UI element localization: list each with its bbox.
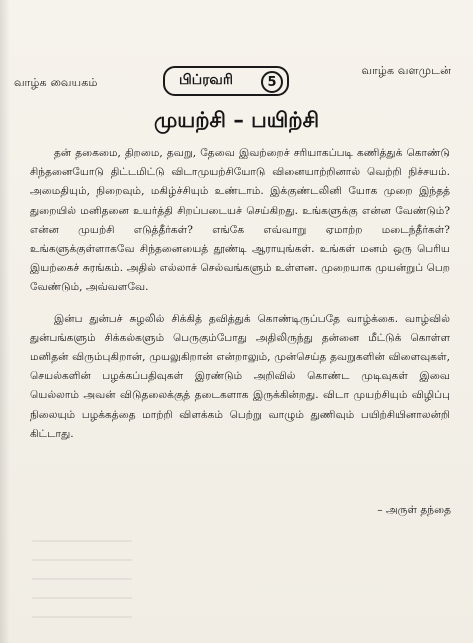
header-right-text: வாழ்க வளமுடன் (361, 64, 451, 77)
paragraph-2: இன்ப துன்பச் சுழலில் சிக்கித் தவித்துக் கொண்டிருப்பதே வாழ்க்கை. வாழ்வில் துன்பங்களும் சிக்கல்களும் பெருகும்போது அதிலிருந்து தன்னை மீட்டுக் கொள்ள மனிதன் விரும்புகிறான், முயலுகிறான் என்றாலும், முன்செய்த தவறுகளின் விளைவுகள், செயல்களின் பழக்கப்பதிவுகள் இரண்டும் அறிவில் கொண்ட முடிவுகள் இவை யெல்லாம் அவன் விடுதலைக்குத் தடைகளாக இருக்கின்றது. விடா முயற்சியும் விழிப்பு நிலையும் பழக்கத்தை மாற்றி விளக்கம் பெற்று வாழும் துணிவும் பயிற்சியினாலன்றி கிட்டாது. (30, 312, 450, 440)
day-number: 5 (261, 71, 283, 93)
signature: – அருள் தந்தை (377, 504, 451, 516)
faint-line (32, 559, 132, 561)
faint-line (32, 597, 132, 599)
paragraph-1: தன் தகைமை, திறமை, தவறு, தேவை இவற்றைச் சரியாகப்படி கணித்துக் கொண்டு சிந்தனையோடு திட்டமிட்டு விடாமுயற்சியோடு வினையாற்றினால் வெற்றி நிச்சயம். அமைதியும், நிறைவும், மகிழ்ச்சியும் உண்டாம். இக்குண்டலினி யோக முறை இந்தத் துறையில் மனிதனை உயர்த்தி சிறப்படையச் செய்கிறது. உங்களுக்கு என்ன வேண்டும்? என்ன முயற்சி எடுத்தீர்கள்? எங்கே எவ்வாறு ஏமாற்ற மடைந்தீர்கள்? உங்களுக்குள்ளாகவே சிந்தனையைத் தூண்டி ஆராயுங்கள். உங்கள் மனம் ஒரு பெரிய இயற்கைச் சுரங்கம். அதில் எல்லாச் செல்வங்களும் உள்ளன. முறையாக முயன்றுப் பெற வேண்டும், அவ்வளவே. (30, 147, 450, 294)
faint-line (32, 578, 132, 580)
month-label: பிப்ரவரி (179, 72, 233, 88)
date-box (163, 66, 289, 96)
body-text (30, 144, 450, 444)
bleed-through-text (32, 540, 152, 635)
page-title: முயற்சி – பயிற்சி (153, 108, 320, 132)
page-binding-shadow (0, 0, 10, 643)
header-left-text: வாழ்க வையகம் (14, 76, 98, 89)
faint-line (32, 616, 132, 618)
faint-line (32, 540, 132, 542)
